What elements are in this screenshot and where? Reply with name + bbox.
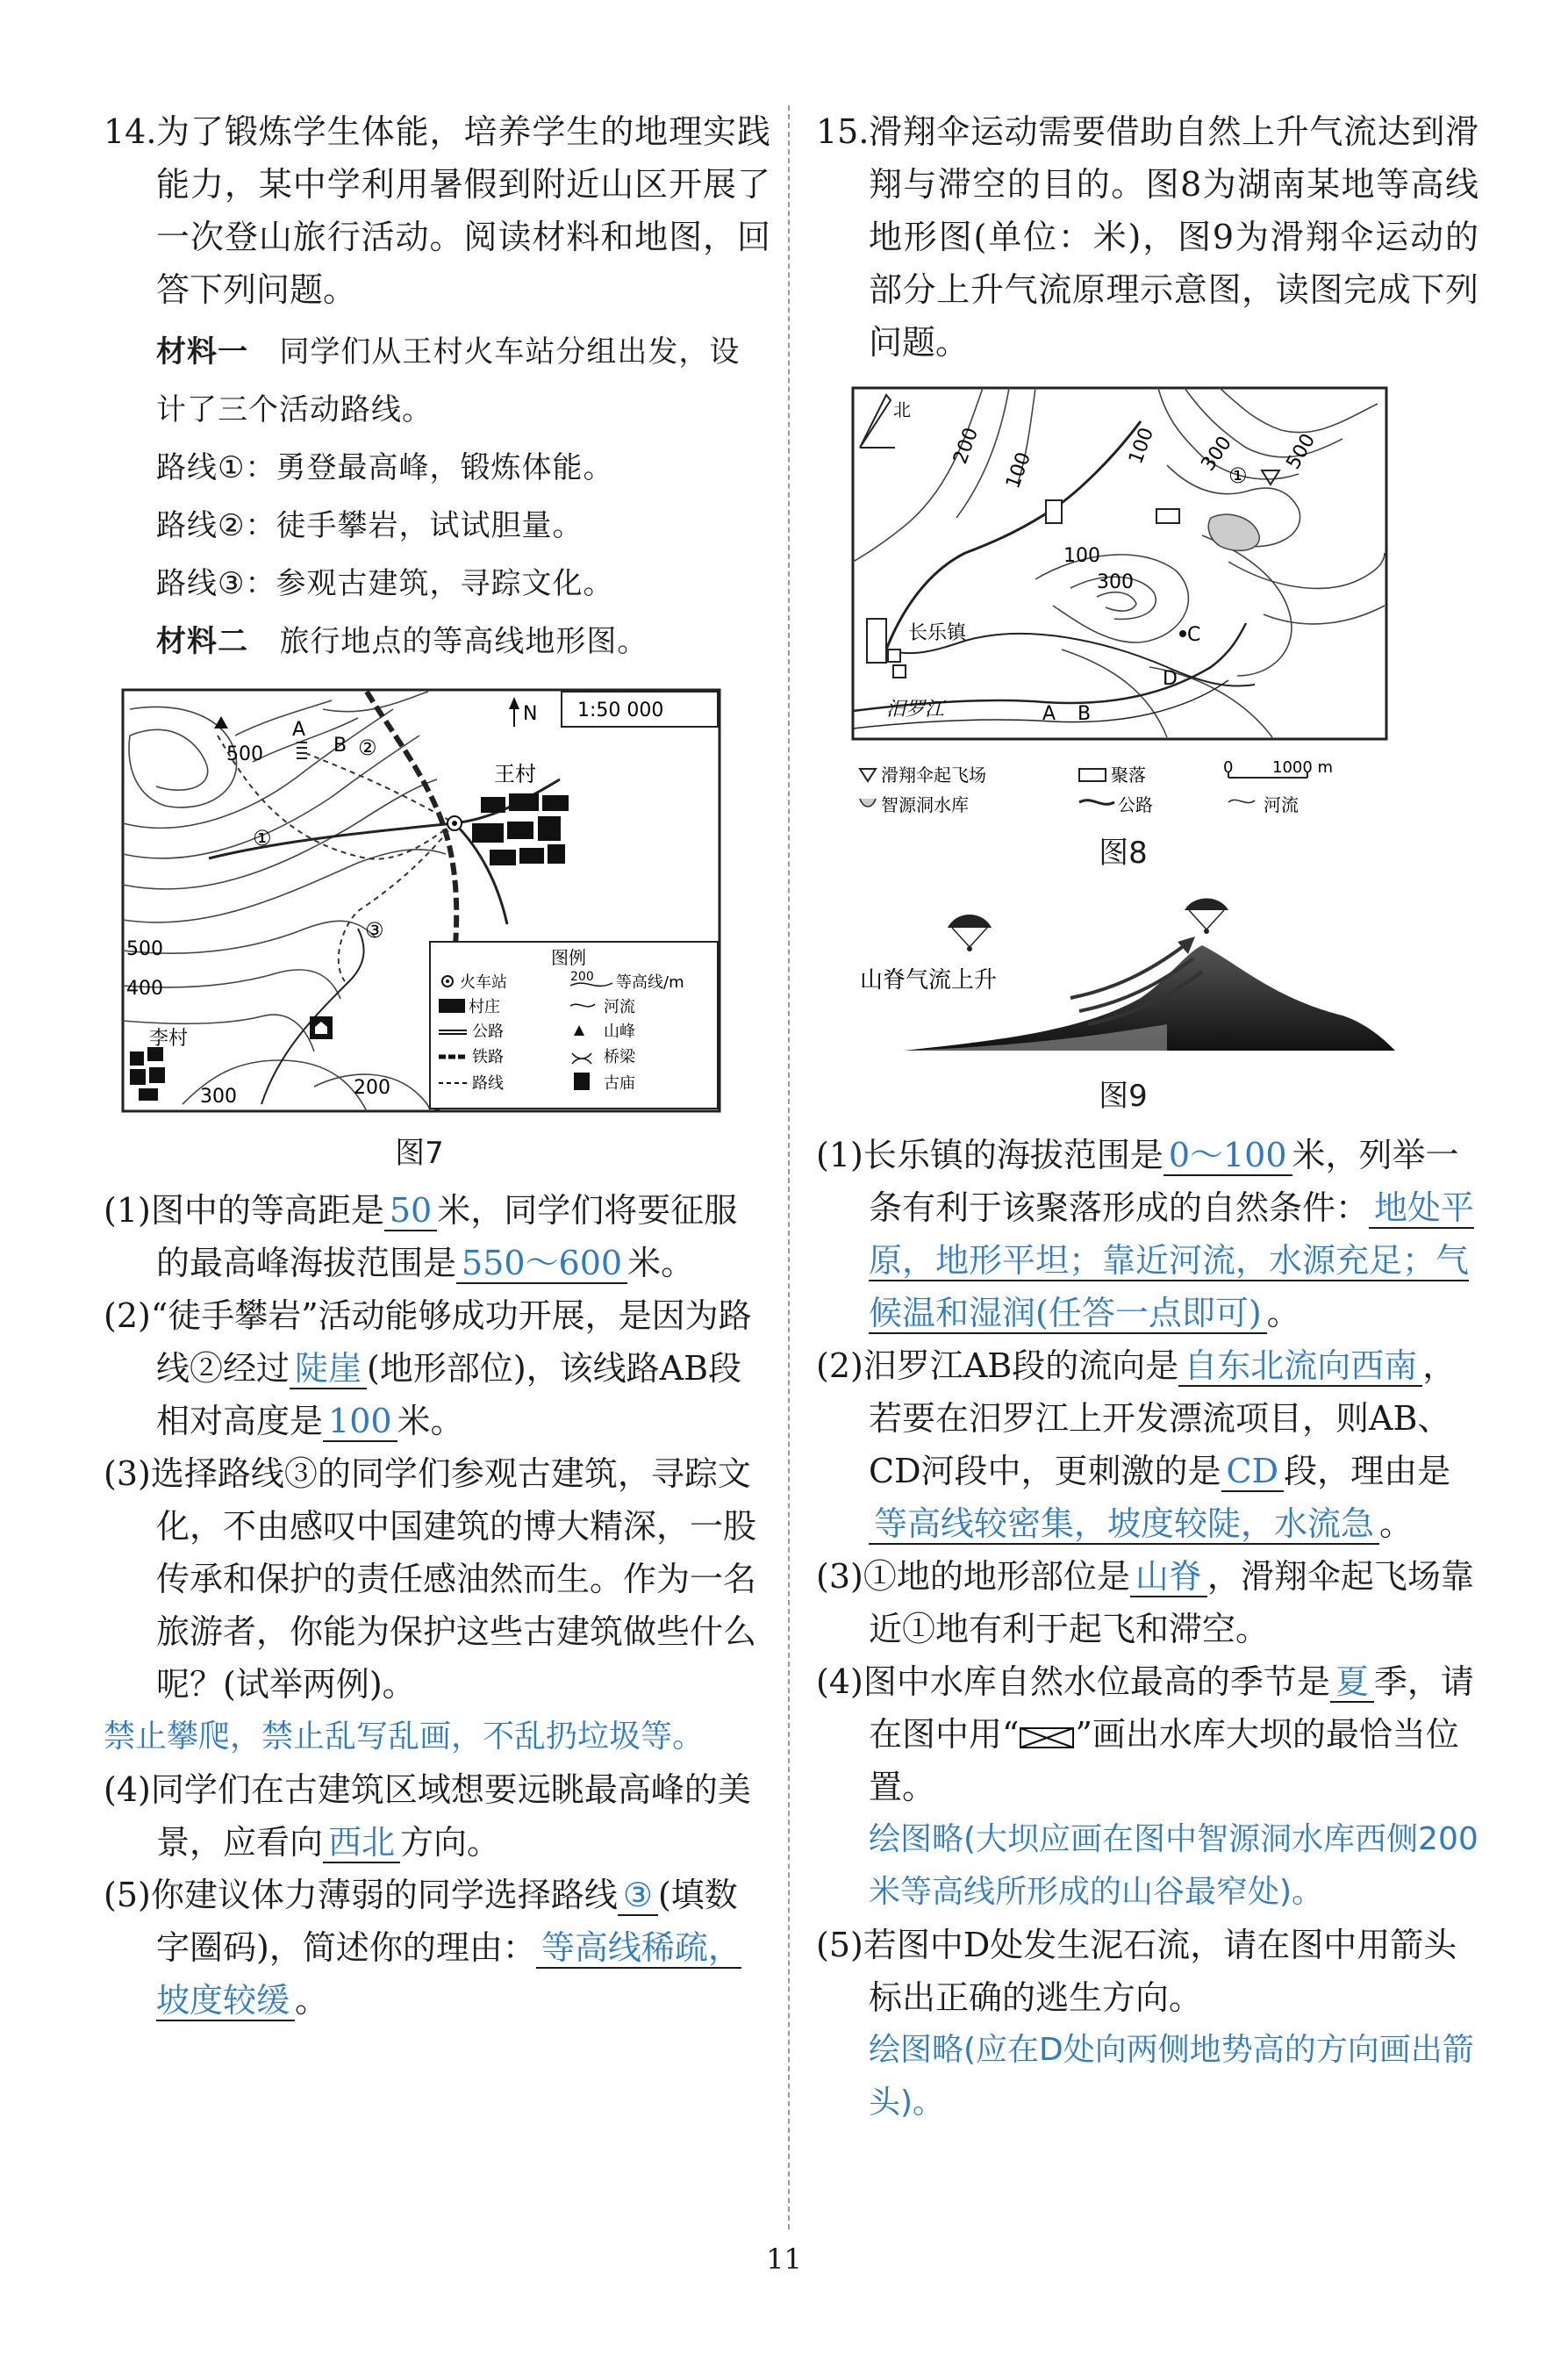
li-village-label: 李村 (149, 1028, 189, 1050)
figure-8-legend (851, 758, 1395, 820)
scale-label: 1:50 000 (577, 700, 664, 721)
site-1-label: ① (1228, 463, 1248, 488)
q15-p2-text-a: (2)汨罗江AB段的流向是 (816, 1346, 1179, 1385)
point-d-8: D (1163, 668, 1178, 690)
q15-p1-text-c: 。 (1266, 1294, 1300, 1332)
q15-part-5: (5)若图中D处发生泥石流，请在图中用箭头标出正确的逃生方向。 (816, 1926, 1457, 2017)
point-c-8: C (1187, 624, 1201, 646)
ridge-updraft-label: 山脊气流上升 (860, 967, 998, 994)
q14-p5-answer-2: 等高线稀疏，坡度较缓 (156, 1928, 741, 2020)
dam-symbol-icon (1019, 1726, 1075, 1750)
route-3-text: 路线③：参观古建筑，寻踪文化。 (156, 566, 614, 601)
legend-launch: 滑翔伞起飞场 (881, 764, 986, 786)
q14-p5-answer-1: ③ (618, 1876, 658, 1916)
legend-contour-value: 200 (570, 970, 594, 984)
q14-p5-text-b: (填数字圈码)，简述你的理由： (156, 1876, 738, 1967)
q14-stem-block (104, 105, 770, 316)
contour-label-100b: 100 (1125, 425, 1159, 468)
q15-p4-text-c: ”画出水库大坝的最恰当位置。 (869, 1715, 1459, 1806)
q15-p3-text-b: ，滑翔伞起飞场靠近①地有利于起飞和滞空。 (869, 1557, 1474, 1648)
wang-village-label: 王村 (494, 762, 536, 786)
figure-9 (851, 893, 1479, 1115)
q15-p2-text-b: ，若要在汨罗江上开发漂流项目，则AB、CD河段中，更刺激的是 (869, 1346, 1457, 1490)
q15-part-1 (816, 1129, 1479, 1339)
q14-p1-text-c: 米。 (627, 1244, 695, 1282)
contour-label-300a: 300 (1197, 432, 1237, 476)
page-number: 11 (766, 2243, 802, 2276)
q15-number: 15. (816, 112, 870, 151)
river-label: 汨罗江 (886, 699, 945, 721)
legend-peak: 山峰 (604, 1023, 635, 1041)
route-3-marker: ③ (365, 918, 384, 943)
route-2-marker: ② (358, 736, 377, 760)
q15-p1-text-a: (1)长乐镇的海拔范围是 (816, 1136, 1163, 1174)
scale-1000: 1000 m (1272, 758, 1334, 777)
legend-temple: 古庙 (604, 1074, 635, 1093)
legend-bridge: 桥梁 (604, 1048, 635, 1066)
scale-0: 0 (1223, 758, 1234, 777)
figure-7 (104, 683, 770, 1172)
figure-8-map (851, 386, 1395, 755)
q15-p2-text-c: 段，理由是 (1284, 1452, 1451, 1490)
q14-p2-answer-1: 陡崖 (290, 1349, 367, 1389)
q14-part-3: (3)选择路线③的同学们参观古建筑，寻踪文化，不由感叹中国建筑的博大精深，一股传承和保护的责任感油然而生。作为一名旅游者，你能为保护这些古建筑做些什么呢？(试举两例)。 (104, 1454, 757, 1704)
q14-part-1 (104, 1184, 770, 1289)
legend-village: 村庄 (469, 998, 500, 1016)
legend-station: 火车站 (460, 973, 507, 992)
q14-p2-text-b: (地形部位)，该线路AB段相对高度是 (156, 1349, 742, 1440)
q15-p4-answer: 夏 (1330, 1662, 1374, 1703)
q14-p5-text-a: (5)你建议体力薄弱的同学选择路线 (104, 1876, 618, 1914)
paraglider-icon-2 (1185, 899, 1228, 935)
q15-p4-text-b: 季，请在图中用“ (869, 1662, 1474, 1754)
q14-p1-answer-2: 550～600 (456, 1244, 627, 1284)
legend-river-8: 河流 (1264, 794, 1299, 815)
q14-p4-text-a: (4)同学们在古建筑区域想要远眺最高峰的美景，应看向 (104, 1770, 751, 1862)
q14-p2-text-c: 米。 (397, 1402, 464, 1440)
contour-500-top: 500 (226, 743, 263, 765)
q15-part-3 (816, 1550, 1479, 1655)
point-a: A (292, 719, 306, 741)
figure-7-caption: 图7 (395, 1136, 444, 1171)
q15-p1-answer-1: 0～100 (1163, 1136, 1292, 1176)
question-14 (104, 105, 770, 2027)
q14-p3-answer: 禁止攀爬，禁止乱写乱画，不乱扔垃圾等。 (104, 1719, 705, 1755)
north-label: N (523, 703, 538, 725)
legend-title: 图例 (551, 947, 586, 968)
legend-route: 路线 (472, 1074, 504, 1093)
point-b-8: B (1078, 703, 1092, 725)
q14-p1-text-a: (1)图中的等高距是 (104, 1191, 384, 1230)
contour-label-200: 200 (949, 425, 984, 468)
legend-railway: 铁路 (472, 1048, 504, 1066)
point-a-8: A (1042, 703, 1056, 725)
q15-p2-answer-3: 等高线较密集，坡度较陡，水流急 (869, 1504, 1379, 1545)
figure-9-caption: 图9 (1099, 1079, 1148, 1114)
q14-p1-answer-1: 50 (384, 1191, 437, 1231)
q14-p1-text-b: 米，同学们将要征服的最高峰海拔范围是 (156, 1191, 738, 1282)
q14-p2-answer-2: 100 (323, 1402, 397, 1442)
figure-9-illustration (851, 893, 1395, 1059)
figure-7-map (104, 683, 735, 1113)
contour-label-300b: 300 (1097, 571, 1134, 593)
legend-contour: 等高线/m (616, 973, 684, 992)
q14-p4-text-b: 方向。 (400, 1823, 501, 1862)
contour-400: 400 (126, 978, 163, 1000)
north-label-8: 北 (893, 399, 911, 420)
q14-p2-text-a: (2)“徒手攀岩”活动能够成功开展，是因为路线②经过 (104, 1296, 752, 1388)
q15-p2-text-d: 。 (1379, 1504, 1414, 1543)
legend-river: 河流 (604, 998, 635, 1016)
point-b: B (333, 735, 347, 757)
question-15 (816, 105, 1479, 2129)
q14-part-4 (104, 1763, 770, 1869)
contour-200: 200 (354, 1077, 390, 1099)
q15-p3-text-a: (3)①地的地形部位是 (816, 1557, 1130, 1596)
route-1-text: 路线①：勇登最高峰，锻炼体能。 (156, 450, 614, 485)
route-2-text: 路线②：徒手攀岩，试试胆量。 (156, 508, 584, 543)
route-1-marker: ① (253, 826, 272, 850)
contour-label-100a: 100 (1002, 449, 1036, 492)
contour-300: 300 (200, 1086, 237, 1108)
material-1 (104, 323, 770, 439)
q15-p5-drawing-answer: 绘图略(应在D处向两侧地势高的方向画出箭头)。 (869, 2032, 1474, 2121)
column-divider (788, 105, 790, 2229)
q14-number: 14. (104, 112, 157, 151)
legend-settlement: 聚落 (1111, 764, 1146, 786)
q14-stem: 为了锻炼学生体能，培养学生的地理实践能力，某中学利用暑假到附近山区开展了一次登山旅行活动。阅读材料和地图，回答下列问题。 (156, 112, 770, 309)
q15-stem-block (816, 105, 1479, 369)
material-1-label: 材料一 (156, 334, 248, 370)
contour-label-500: 500 (1282, 430, 1321, 473)
material-2 (104, 613, 770, 671)
q14-p5-text-c: 。 (295, 1981, 329, 2020)
q15-part-4 (816, 1655, 1479, 1813)
contour-label-100c: 100 (1063, 545, 1100, 567)
q15-stem: 滑翔伞运动需要借助自然上升气流达到滑翔与滞空的目的。图8为湖南某地等高线地形图(单位：米)，图9为滑翔伞运动的部分上升气流原理示意图，读图完成下列问题。 (869, 112, 1479, 362)
town-label: 长乐镇 (908, 622, 967, 644)
q15-p4-text-a: (4)图中水库自然水位最高的季节是 (816, 1662, 1330, 1701)
figure-8-caption: 图8 (1099, 836, 1148, 871)
q15-p1-text-b: 米，列举一条有利于该聚落形成的自然条件： (869, 1136, 1459, 1227)
q14-p4-answer: 西北 (323, 1823, 400, 1863)
q14-part-2 (104, 1289, 770, 1447)
q15-part-2 (816, 1339, 1479, 1550)
figure-8 (851, 386, 1479, 872)
material-2-text: 旅行地点的等高线地形图。 (279, 624, 648, 659)
legend-reservoir: 智源洞水库 (881, 794, 969, 815)
q15-p3-answer: 山脊 (1130, 1557, 1207, 1597)
q15-p2-answer-1: 自东北流向西南 (1178, 1346, 1422, 1387)
q15-p2-answer-2: CD (1221, 1452, 1285, 1492)
q15-p4-drawing-answer: 绘图略(大坝应画在图中智源洞水库西侧200米等高线所形成的山谷最窄处)。 (869, 1821, 1479, 1910)
q15-p1-answer-2: 地处平原，地形平坦；靠近河流，水源充足；气候温和湿润(任答一点即可) (869, 1188, 1475, 1332)
figure-7-legend (430, 942, 718, 1109)
paraglider-icon (948, 915, 992, 951)
legend-road-8: 公路 (1118, 794, 1153, 815)
q14-part-5 (104, 1869, 770, 2027)
material-2-label: 材料二 (156, 624, 248, 659)
contour-500-left: 500 (126, 938, 163, 960)
legend-road: 公路 (472, 1023, 504, 1041)
material-1-text: 同学们从王村火车站分组出发，设计了三个活动路线。 (156, 334, 741, 427)
